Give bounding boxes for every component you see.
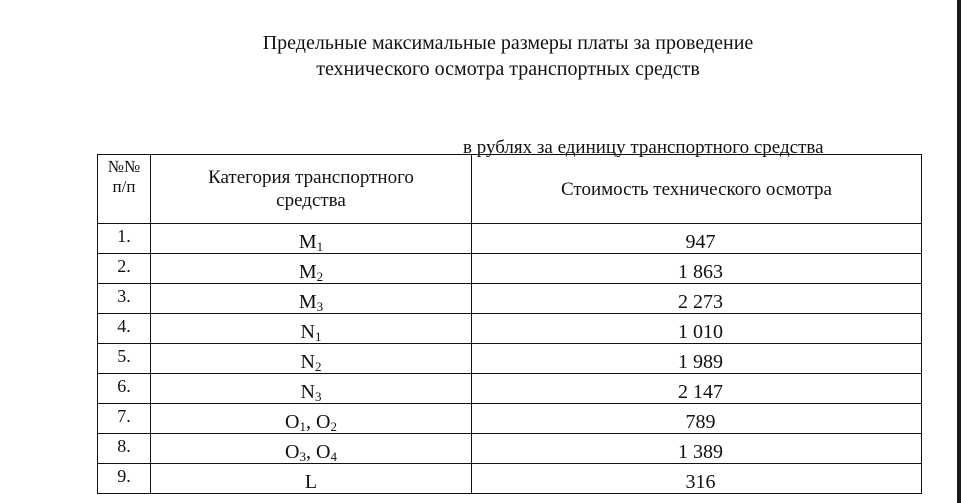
header-category — [151, 155, 472, 224]
row-cost: 1 989 — [472, 344, 922, 374]
header-row — [98, 155, 922, 224]
header-cost: Стоимость технического осмотра — [472, 155, 922, 224]
category-subscript: 2 — [314, 359, 322, 374]
category-letter: M — [298, 231, 317, 253]
row-index: 8. — [98, 434, 151, 464]
category-letter: O — [316, 441, 331, 463]
unit-note: в рублях за единицу транспортного средства — [463, 137, 824, 158]
header-category-line-2: средства — [276, 190, 346, 211]
row-category — [151, 434, 472, 464]
row-index: 1. — [98, 224, 151, 254]
row-category — [151, 254, 472, 284]
category-letter: O — [316, 411, 331, 433]
category-subscript: 4 — [330, 449, 337, 464]
table-row — [98, 404, 922, 434]
category-subscript: 2 — [316, 269, 324, 284]
table-row — [98, 224, 922, 254]
category-letter: N — [300, 381, 315, 403]
title-line-2: технического осмотра транспортных средств — [316, 58, 700, 80]
row-category — [151, 284, 472, 314]
table-row — [98, 314, 922, 344]
row-cost: 2 273 — [472, 284, 922, 314]
fee-table — [97, 154, 922, 494]
row-index: 9. — [98, 464, 151, 494]
category-letter: N — [300, 321, 315, 343]
category-subscript: 3 — [299, 449, 306, 464]
row-index: 7. — [98, 404, 151, 434]
header-number-line-1: №№ — [107, 157, 141, 176]
row-category — [151, 374, 472, 404]
header-number — [98, 155, 151, 224]
category-subscript: 3 — [316, 299, 324, 314]
table-row — [98, 344, 922, 374]
category-subscript: 1 — [299, 419, 306, 434]
row-category — [151, 314, 472, 344]
header-number-line-2: п/п — [112, 177, 136, 196]
document-title — [0, 30, 961, 82]
category-letter: L — [304, 471, 318, 493]
category-letter: O — [285, 441, 300, 463]
table-row — [98, 254, 922, 284]
category-letter: N — [300, 351, 315, 373]
category-subscript: 2 — [330, 419, 337, 434]
category-subscript: 3 — [314, 389, 322, 404]
category-subscript: 1 — [316, 239, 324, 254]
row-category — [151, 404, 472, 434]
category-letter: M — [298, 261, 317, 283]
title-line-1: Предельные максимальные размеры платы за проведение — [262, 32, 754, 54]
row-index: 5. — [98, 344, 151, 374]
table-row — [98, 434, 922, 464]
table-row — [98, 374, 922, 404]
table-row — [98, 284, 922, 314]
row-category — [151, 464, 472, 494]
category-letter: O — [285, 411, 300, 433]
right-border — [957, 0, 961, 503]
row-cost: 947 — [472, 224, 922, 254]
header-category-line-1: Категория транспортного — [208, 167, 414, 188]
row-cost: 789 — [472, 404, 922, 434]
category-letter: M — [298, 291, 317, 313]
category-separator: , — [306, 411, 316, 433]
table-row — [98, 464, 922, 494]
row-category — [151, 344, 472, 374]
row-index: 3. — [98, 284, 151, 314]
row-category — [151, 224, 472, 254]
row-cost: 316 — [472, 464, 922, 494]
row-index: 2. — [98, 254, 151, 284]
row-index: 6. — [98, 374, 151, 404]
row-cost: 1 389 — [472, 434, 922, 464]
row-index: 4. — [98, 314, 151, 344]
category-separator: , — [306, 441, 316, 463]
category-subscript: 1 — [314, 329, 322, 344]
row-cost: 1 863 — [472, 254, 922, 284]
row-cost: 2 147 — [472, 374, 922, 404]
row-cost: 1 010 — [472, 314, 922, 344]
